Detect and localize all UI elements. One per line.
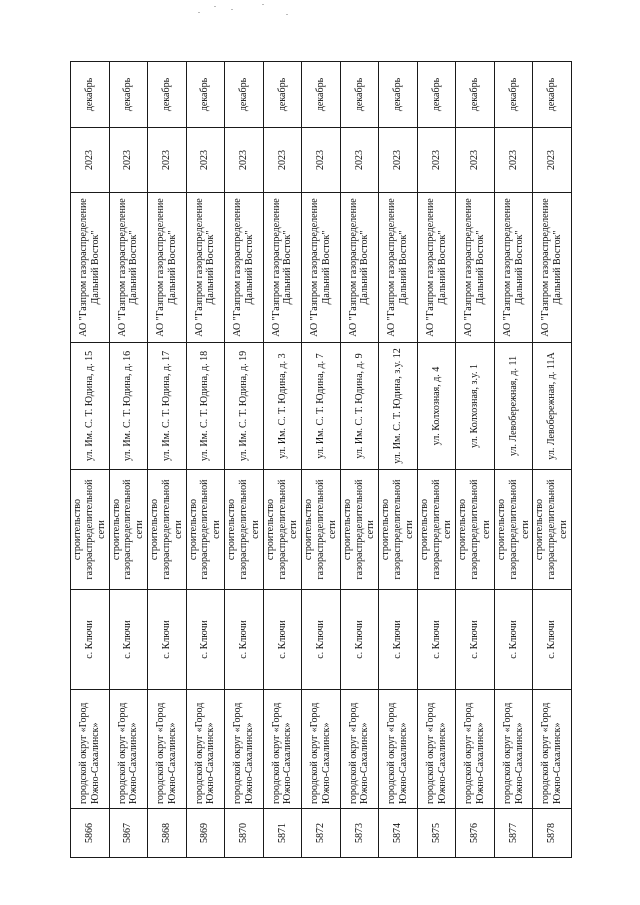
locality-cell: с. Ключи	[340, 590, 379, 690]
municipality-cell: городской округ «Город Южно-Сахалинск»	[379, 690, 418, 809]
table-row	[417, 62, 456, 858]
month-cell: декабрь	[225, 62, 264, 128]
row-number: 5875	[417, 809, 456, 858]
locality-cell: с. Ключи	[186, 590, 225, 690]
address-cell: ул. Колхозная, д. 4	[417, 343, 456, 470]
locality-cell: с. Ключи	[302, 590, 341, 690]
table-row	[263, 62, 302, 858]
municipality-cell: городской округ «Город Южно-Сахалинск»	[71, 690, 110, 809]
address-cell: ул. Им. С. Т. Юдина, д. 9	[340, 343, 379, 470]
row-number: 5868	[148, 809, 187, 858]
row-number: 5873	[340, 809, 379, 858]
table-row	[494, 62, 533, 858]
municipality-cell: городской округ «Город Южно-Сахалинск»	[456, 690, 495, 809]
row-number: 5874	[379, 809, 418, 858]
address-cell: ул. Им. С. Т. Юдина, з.у. 12	[379, 343, 418, 470]
month-cell: декабрь	[186, 62, 225, 128]
rotated-page	[70, 62, 572, 858]
row-number: 5870	[225, 809, 264, 858]
year-cell: 2023	[533, 128, 572, 193]
municipality-cell: городской округ «Город Южно-Сахалинск»	[494, 690, 533, 809]
row-number: 5871	[263, 809, 302, 858]
table-row	[456, 62, 495, 858]
organization-cell: АО "Газпром газораспределение Дальний Восток"	[456, 193, 495, 343]
month-cell: декабрь	[302, 62, 341, 128]
year-cell: 2023	[148, 128, 187, 193]
row-number: 5867	[109, 809, 148, 858]
locality-cell: с. Ключи	[225, 590, 264, 690]
row-number: 5869	[186, 809, 225, 858]
municipality-cell: городской округ «Город Южно-Сахалинск»	[263, 690, 302, 809]
month-cell: декабрь	[71, 62, 110, 128]
scan-speck	[198, 12, 200, 13]
municipality-cell: городской округ «Город Южно-Сахалинск»	[186, 690, 225, 809]
locality-cell: с. Ключи	[148, 590, 187, 690]
locality-cell: с. Ключи	[263, 590, 302, 690]
address-cell: ул. Им. С. Т. Юдина, д. 18	[186, 343, 225, 470]
locality-cell: с. Ключи	[417, 590, 456, 690]
work-type-cell: строительство газораспределительной сети	[379, 470, 418, 590]
work-type-cell: строительство газораспределительной сети	[456, 470, 495, 590]
locality-cell: с. Ключи	[379, 590, 418, 690]
year-cell: 2023	[494, 128, 533, 193]
organization-cell: АО "Газпром газораспределение Дальний Восток"	[417, 193, 456, 343]
municipality-cell: городской округ «Город Южно-Сахалинск»	[340, 690, 379, 809]
month-cell: декабрь	[263, 62, 302, 128]
locality-cell: с. Ключи	[71, 590, 110, 690]
year-cell: 2023	[302, 128, 341, 193]
work-type-cell: строительство газораспределительной сети	[148, 470, 187, 590]
year-cell: 2023	[71, 128, 110, 193]
month-cell: декабрь	[533, 62, 572, 128]
month-cell: декабрь	[494, 62, 533, 128]
month-cell: декабрь	[109, 62, 148, 128]
address-cell: ул. Им. С. Т. Юдина, д. 19	[225, 343, 264, 470]
table-row	[109, 62, 148, 858]
table-row	[71, 62, 110, 858]
year-cell: 2023	[225, 128, 264, 193]
month-cell: декабрь	[340, 62, 379, 128]
work-type-cell: строительство газораспределительной сети	[302, 470, 341, 590]
row-number: 5866	[71, 809, 110, 858]
work-type-cell: строительство газораспределительной сети	[494, 470, 533, 590]
work-type-cell: строительство газораспределительной сети	[533, 470, 572, 590]
scan-speck	[262, 4, 264, 5]
municipality-cell: городской округ «Город Южно-Сахалинск»	[225, 690, 264, 809]
scan-speck	[286, 14, 288, 15]
address-cell: ул. Левобережная, д. 11	[494, 343, 533, 470]
address-cell: ул. Колхозная, з.у. 1	[456, 343, 495, 470]
municipality-cell: городской округ «Город Южно-Сахалинск»	[109, 690, 148, 809]
month-cell: декабрь	[417, 62, 456, 128]
table-row	[148, 62, 187, 858]
address-cell: ул. Им. С. Т. Юдина, д. 16	[109, 343, 148, 470]
row-number: 5878	[533, 809, 572, 858]
locality-cell: с. Ключи	[109, 590, 148, 690]
address-cell: ул. Им. С. Т. Юдина, д. 7	[302, 343, 341, 470]
year-cell: 2023	[417, 128, 456, 193]
locality-cell: с. Ключи	[494, 590, 533, 690]
municipality-cell: городской округ «Город Южно-Сахалинск»	[148, 690, 187, 809]
registry-table	[70, 61, 572, 858]
table-row	[186, 62, 225, 858]
organization-cell: АО "Газпром газораспределение Дальний Восток"	[340, 193, 379, 343]
municipality-cell: городской округ «Город Южно-Сахалинск»	[302, 690, 341, 809]
organization-cell: АО "Газпром газораспределение Дальний Восток"	[225, 193, 264, 343]
table-row	[340, 62, 379, 858]
organization-cell: АО "Газпром газораспределение Дальний Восток"	[109, 193, 148, 343]
organization-cell: АО "Газпром газораспределение Дальний Восток"	[148, 193, 187, 343]
row-number: 5877	[494, 809, 533, 858]
month-cell: декабрь	[379, 62, 418, 128]
table-row	[379, 62, 418, 858]
work-type-cell: строительство газораспределительной сети	[340, 470, 379, 590]
address-cell: ул. Им. С. Т. Юдина, д. 3	[263, 343, 302, 470]
organization-cell: АО "Газпром газораспределение Дальний Восток"	[533, 193, 572, 343]
municipality-cell: городской округ «Город Южно-Сахалинск»	[417, 690, 456, 809]
municipality-cell: городской округ «Город Южно-Сахалинск»	[533, 690, 572, 809]
year-cell: 2023	[456, 128, 495, 193]
row-number: 5872	[302, 809, 341, 858]
organization-cell: АО "Газпром газораспределение Дальний Восток"	[379, 193, 418, 343]
work-type-cell: строительство газораспределительной сети	[109, 470, 148, 590]
table-row	[302, 62, 341, 858]
month-cell: декабрь	[148, 62, 187, 128]
month-cell: декабрь	[456, 62, 495, 128]
scan-speck	[231, 9, 233, 10]
work-type-cell: строительство газораспределительной сети	[186, 470, 225, 590]
year-cell: 2023	[109, 128, 148, 193]
locality-cell: с. Ключи	[456, 590, 495, 690]
address-cell: ул. Им. С. Т. Юдина, д. 15	[71, 343, 110, 470]
scan-speck	[214, 6, 216, 7]
year-cell: 2023	[263, 128, 302, 193]
organization-cell: АО "Газпром газораспределение Дальний Восток"	[302, 193, 341, 343]
locality-cell: с. Ключи	[533, 590, 572, 690]
organization-cell: АО "Газпром газораспределение Дальний Восток"	[186, 193, 225, 343]
work-type-cell: строительство газораспределительной сети	[417, 470, 456, 590]
work-type-cell: строительство газораспределительной сети	[263, 470, 302, 590]
organization-cell: АО "Газпром газораспределение Дальний Восток"	[71, 193, 110, 343]
work-type-cell: строительство газораспределительной сети	[225, 470, 264, 590]
address-cell: ул. Им. С. Т. Юдина, д. 17	[148, 343, 187, 470]
row-number: 5876	[456, 809, 495, 858]
table-row	[225, 62, 264, 858]
address-cell: ул. Левобережная, д. 11А	[533, 343, 572, 470]
year-cell: 2023	[379, 128, 418, 193]
year-cell: 2023	[340, 128, 379, 193]
organization-cell: АО "Газпром газораспределение Дальний Восток"	[494, 193, 533, 343]
year-cell: 2023	[186, 128, 225, 193]
work-type-cell: строительство газораспределительной сети	[71, 470, 110, 590]
table-row	[533, 62, 572, 858]
organization-cell: АО "Газпром газораспределение Дальний Восток"	[263, 193, 302, 343]
